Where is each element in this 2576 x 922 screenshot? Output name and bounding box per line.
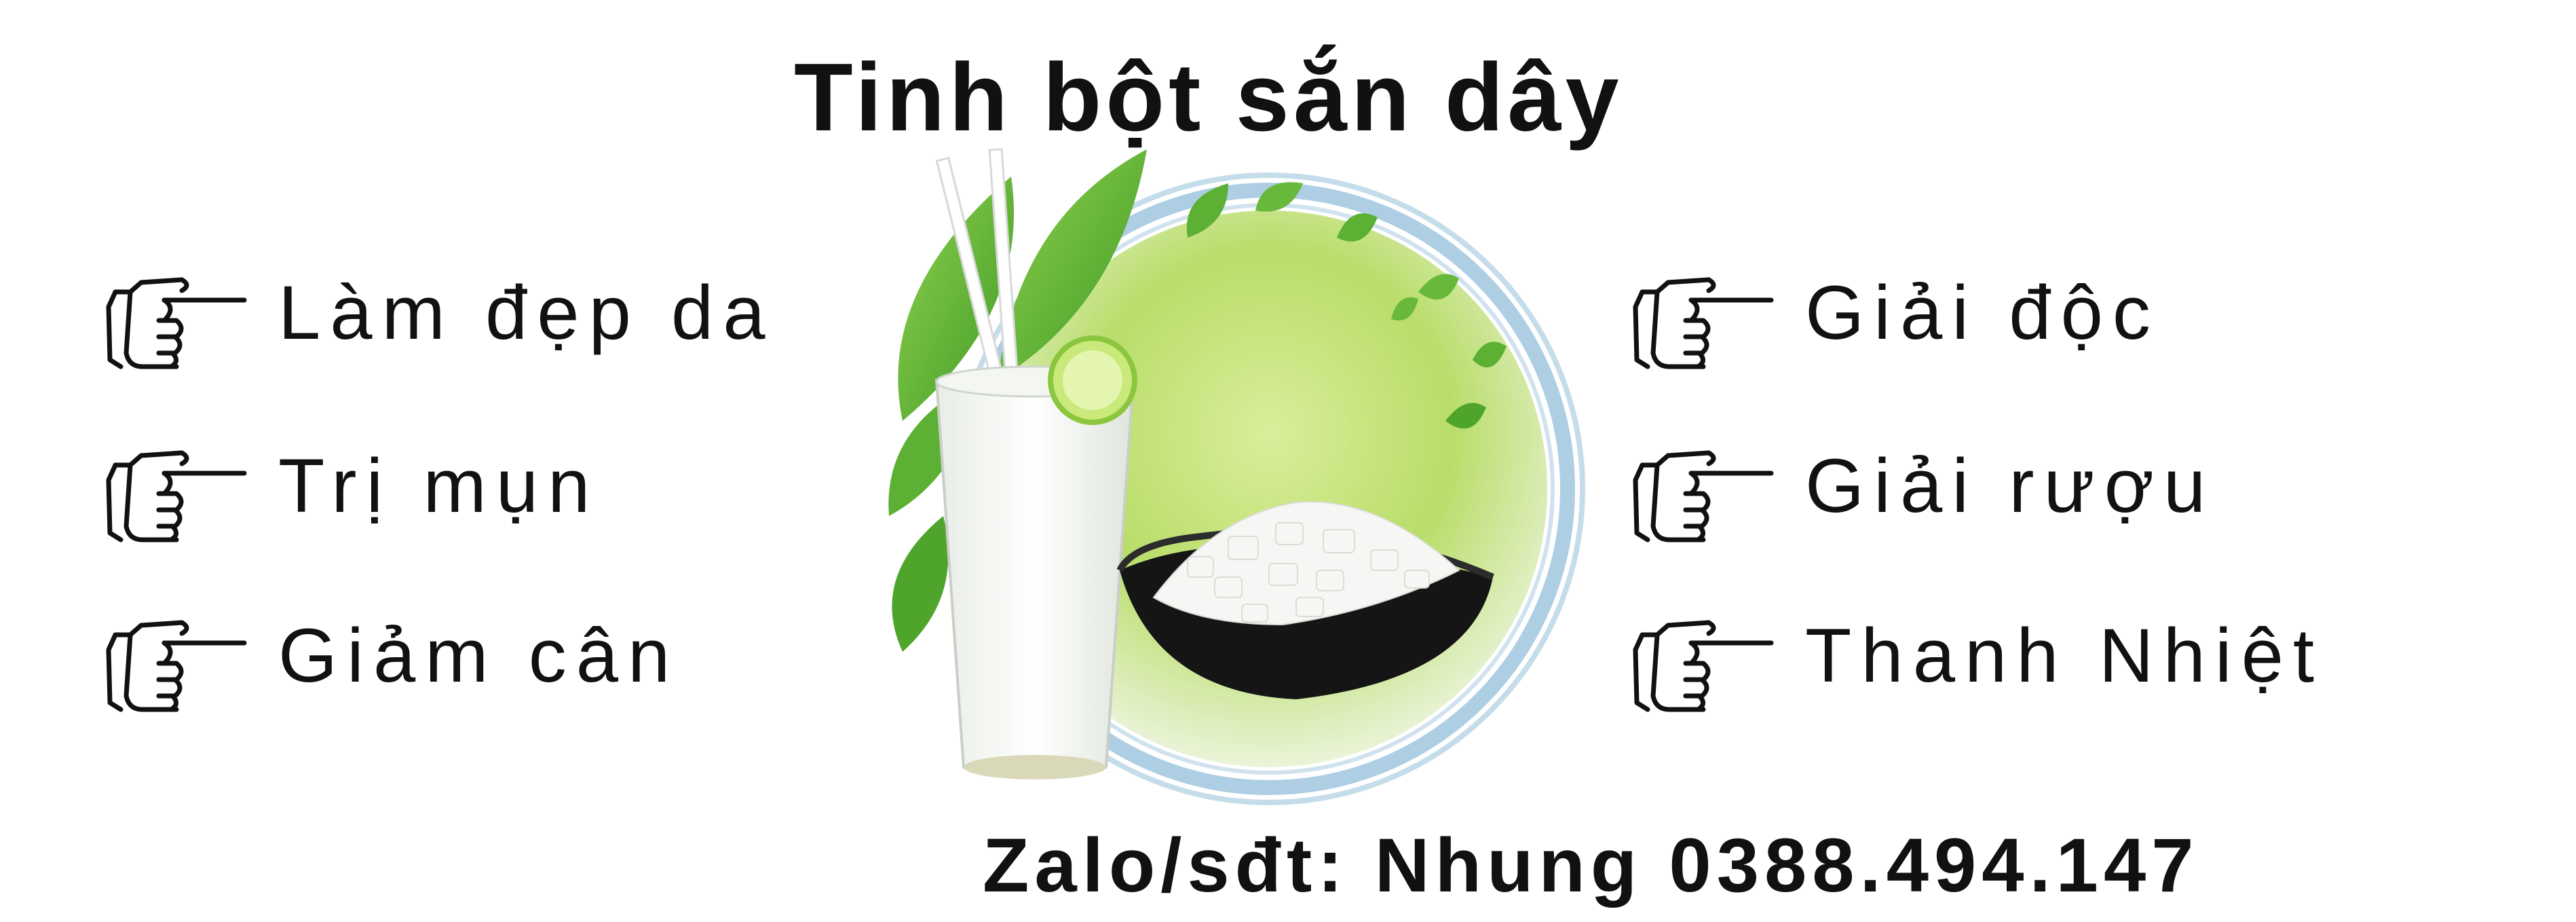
benefit-item-right-3 (1629, 608, 2324, 730)
pointing-hand-icon (1629, 265, 1778, 387)
pointing-hand-icon (1629, 438, 1778, 560)
benefit-item-left-3 (102, 608, 679, 730)
pointing-hand-icon (102, 608, 251, 730)
pointing-hand-icon (102, 438, 251, 560)
benefit-item-left-2 (102, 438, 599, 560)
benefit-label: Giải rượu (1805, 443, 2216, 528)
pointing-hand-icon (1629, 608, 1778, 730)
benefit-label: Giảm cân (278, 612, 680, 698)
contact-info: Zalo/sđt: Nhung 0388.494.147 (983, 823, 2199, 908)
benefit-label: Làm đẹp da (278, 270, 775, 355)
arrowroot-starch-drink-illustration (862, 136, 1602, 849)
benefit-item-right-1 (1629, 265, 2160, 387)
pointing-hand-icon (102, 265, 251, 387)
benefit-label: Giải độc (1805, 270, 2160, 355)
benefit-item-right-2 (1629, 438, 2215, 560)
benefit-item-left-1 (102, 265, 775, 387)
benefit-label: Trị mụn (278, 443, 600, 528)
benefit-label: Thanh Nhiệt (1805, 612, 2324, 698)
page-title: Tinh bột sắn dây (794, 43, 1623, 151)
